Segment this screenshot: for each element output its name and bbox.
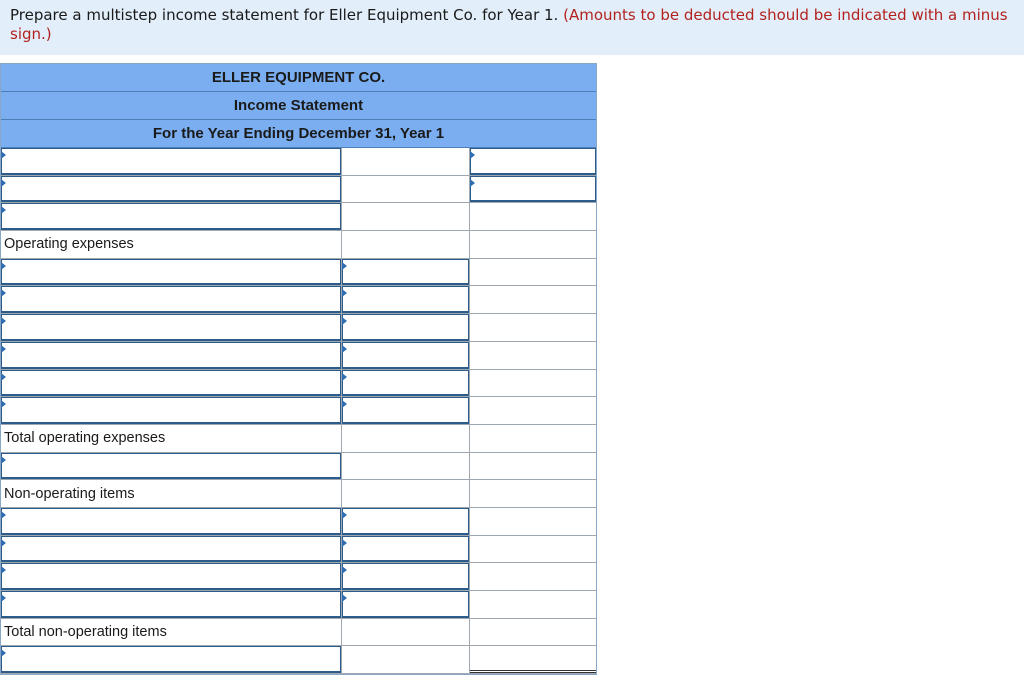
net-income-total-cell (470, 646, 596, 673)
table-row (1, 425, 596, 453)
table-row (1, 314, 596, 342)
table-row (1, 176, 596, 204)
table-row (1, 619, 596, 647)
statement-title: Income Statement (1, 92, 596, 120)
amount-input-total-2[interactable] (470, 176, 596, 203)
account-select-1[interactable] (1, 148, 341, 175)
operating-expense-amount-2[interactable] (342, 286, 469, 313)
operating-expense-account-6[interactable] (1, 397, 341, 424)
instructions-note: (Amounts to be deducted should be indicated with a minus sign.) (10, 6, 1008, 43)
operating-expense-amount-3[interactable] (342, 314, 469, 341)
operating-expense-account-5[interactable] (1, 370, 341, 397)
statement-period: For the Year Ending December 31, Year 1 (1, 120, 596, 148)
table-row (1, 397, 596, 425)
non-operating-account-3[interactable] (1, 563, 341, 590)
instructions (0, 0, 1024, 55)
table-row (1, 231, 596, 259)
operating-expense-amount-6[interactable] (342, 397, 469, 424)
operating-expense-account-4[interactable] (1, 342, 341, 369)
table-row (1, 563, 596, 591)
non-operating-amount-4[interactable] (342, 591, 469, 618)
table-row (1, 508, 596, 536)
subtotal-account-select[interactable] (1, 453, 341, 480)
table-row (1, 148, 596, 176)
operating-expenses-label: Operating expenses (4, 236, 134, 253)
operating-expense-amount-1[interactable] (342, 259, 469, 286)
non-operating-amount-1[interactable] (342, 508, 469, 535)
table-row (1, 646, 596, 674)
non-operating-items-label: Non-operating items (4, 485, 135, 502)
table-row (1, 591, 596, 619)
table-row (1, 370, 596, 398)
table-row (1, 480, 596, 508)
net-income-account-select[interactable] (1, 646, 341, 673)
operating-expense-account-2[interactable] (1, 286, 341, 313)
non-operating-account-4[interactable] (1, 591, 341, 618)
table-row (1, 259, 596, 287)
total-operating-expenses-label: Total operating expenses (4, 430, 166, 447)
instructions-text: Prepare a multistep income statement for Eller Equipment Co. for Year 1. (10, 6, 559, 24)
non-operating-amount-2[interactable] (342, 536, 469, 563)
account-select-2[interactable] (1, 176, 341, 203)
total-non-operating-items-label: Total non-operating items (4, 624, 167, 641)
operating-expense-amount-4[interactable] (342, 342, 469, 369)
table-row (1, 286, 596, 314)
table-row (1, 453, 596, 481)
income-statement-worksheet (0, 63, 597, 675)
amount-input-total-1[interactable] (470, 148, 596, 175)
operating-expense-account-3[interactable] (1, 314, 341, 341)
account-select-3[interactable] (1, 203, 341, 230)
table-row (1, 203, 596, 231)
non-operating-account-1[interactable] (1, 508, 341, 535)
table-row (1, 536, 596, 564)
company-name: ELLER EQUIPMENT CO. (1, 64, 596, 92)
table-row (1, 342, 596, 370)
operating-expense-account-1[interactable] (1, 259, 341, 286)
non-operating-amount-3[interactable] (342, 563, 469, 590)
operating-expense-amount-5[interactable] (342, 370, 469, 397)
non-operating-account-2[interactable] (1, 536, 341, 563)
